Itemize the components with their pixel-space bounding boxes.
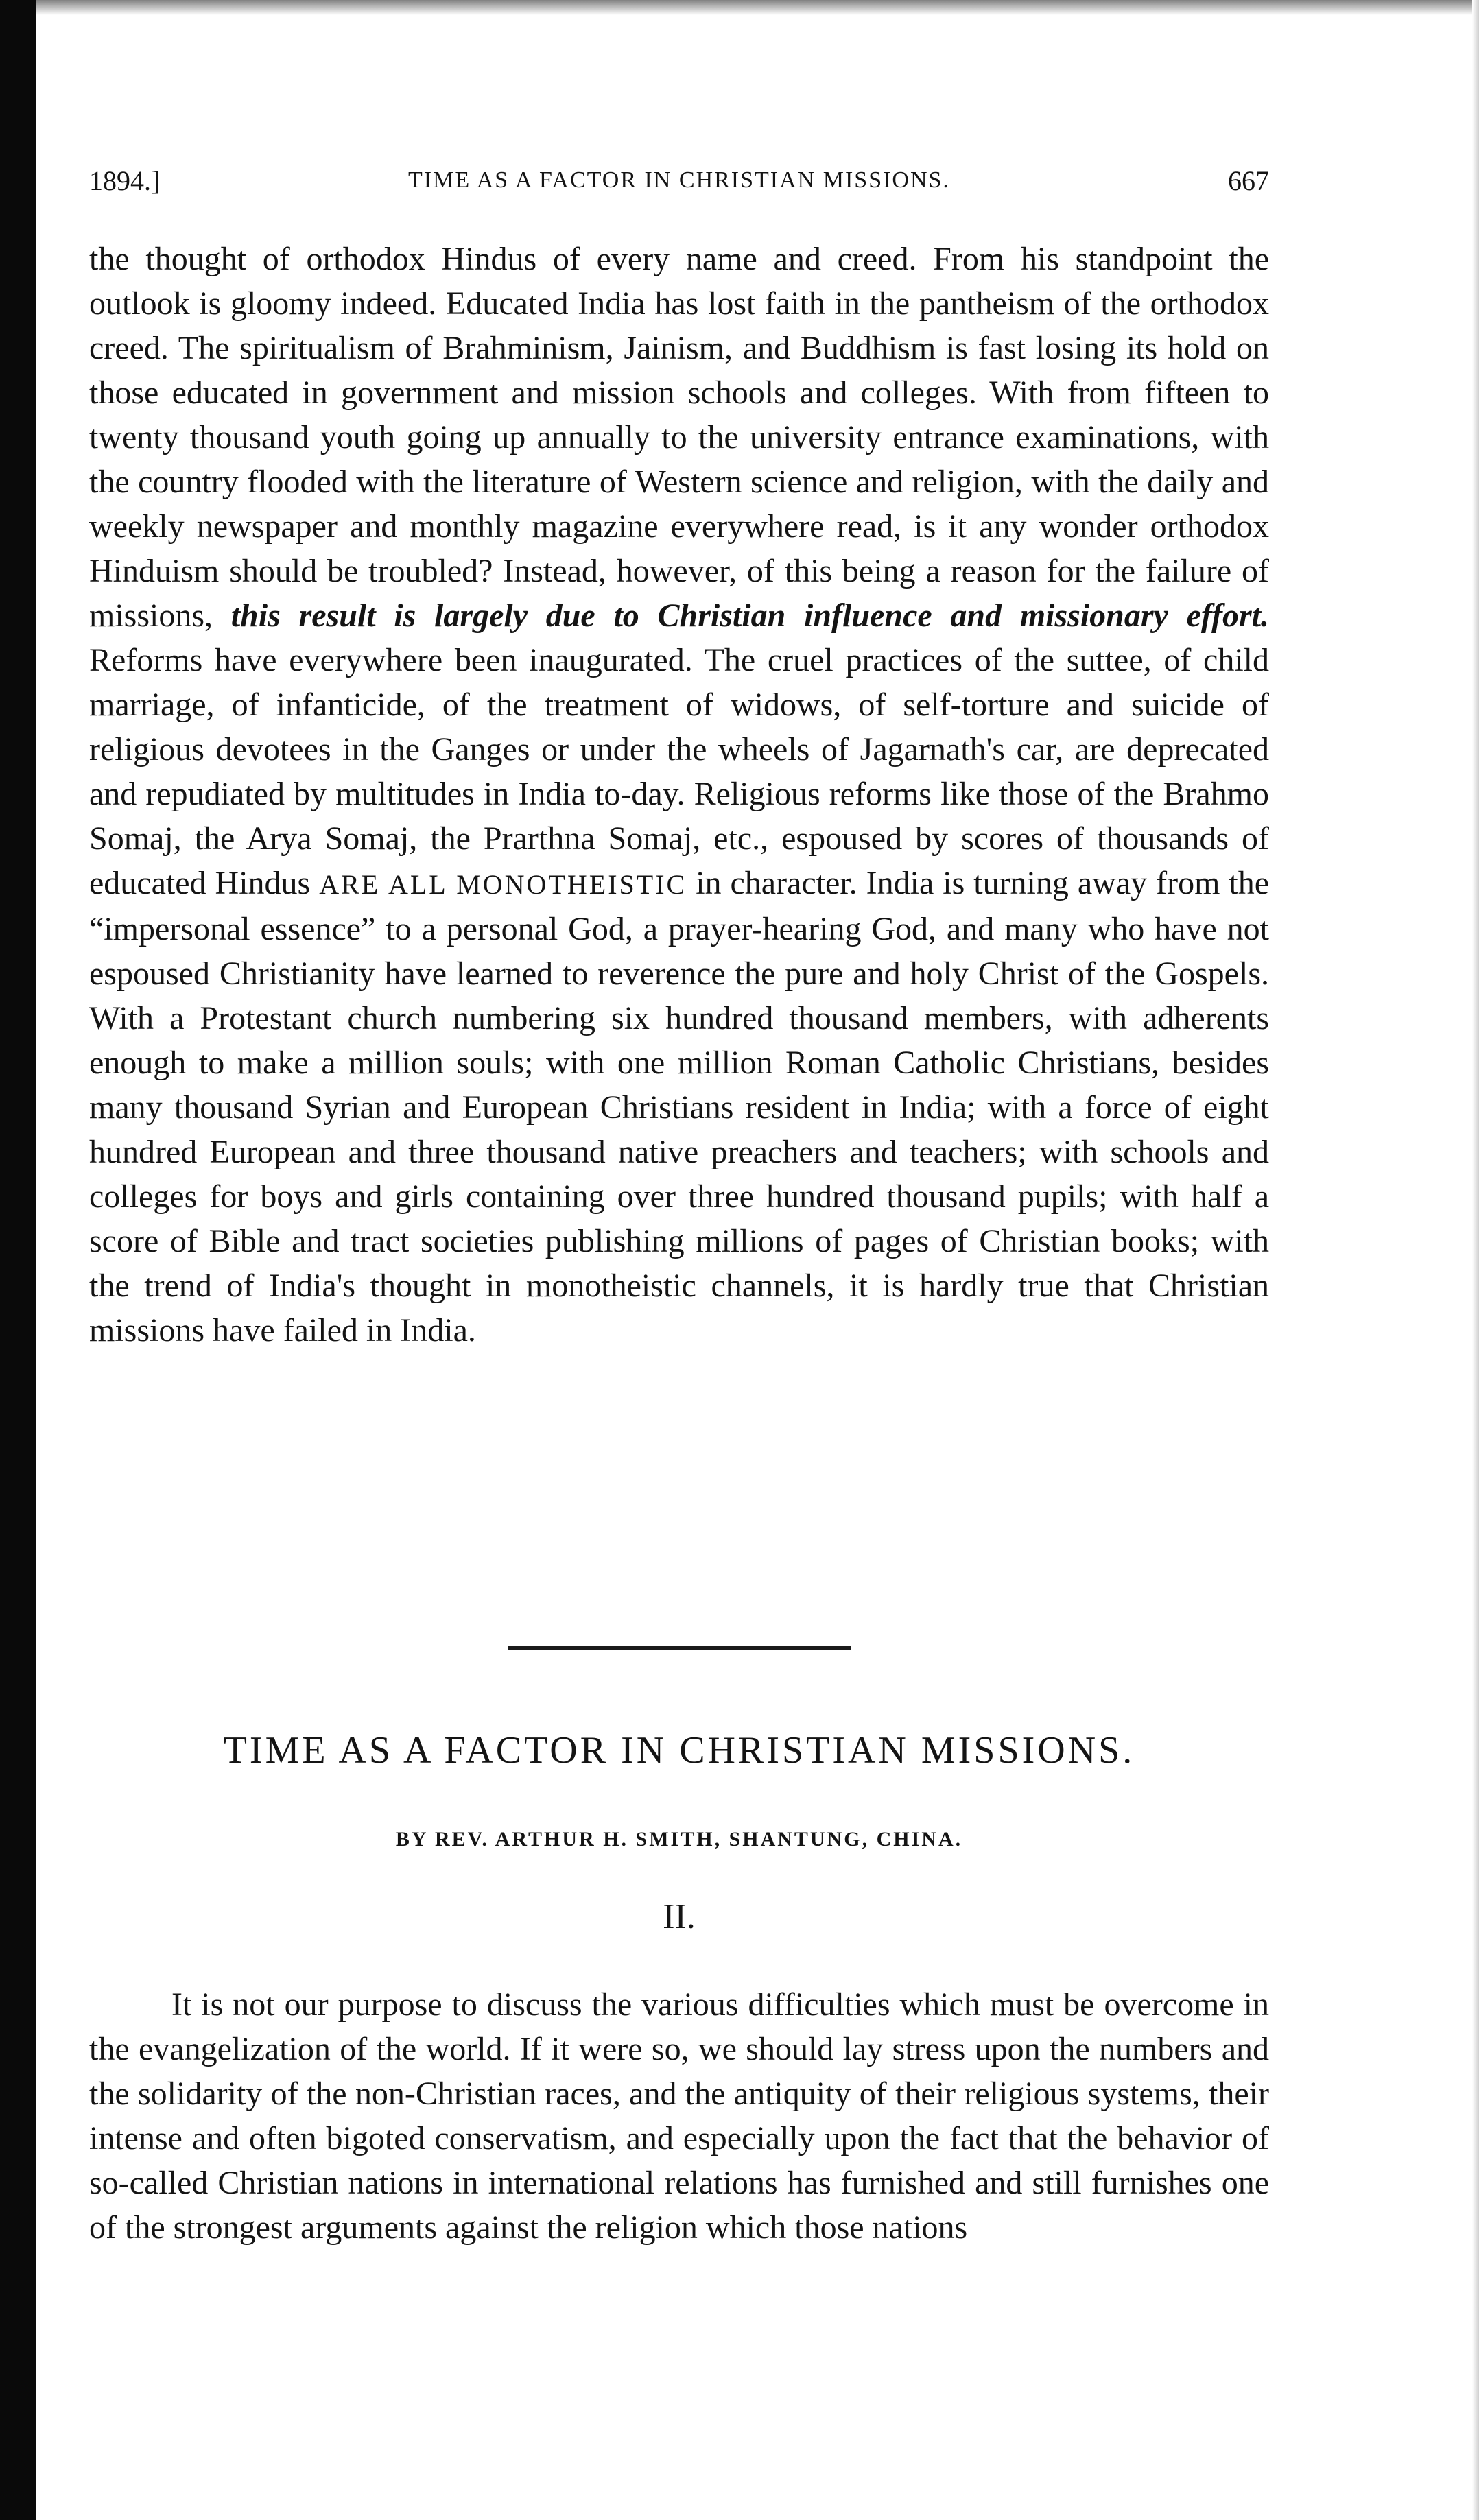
paragraph-text: in character. India is turning away from the “impersonal essence” to a personal God, a prayer-hearing God, and many who have not espoused Christianity have learned to reverence the pure and holy Christ of the Gospels. With a Protestant church numbering six hundred thousand members, with adherents enough to make a million souls; with one million Roman Catholic Christians, besides many thousand Syrian and European Christians resident in India; with a force of eight hundred European and three thousand native preachers and teachers; with schools and colleges for boys and girls containing over three hundred thousand pupils; with half a score of Bible and tract societies publishing millions of pages of Christian books; with the trend of India's thought in monotheistic channels, it is hardly true that Christian missions have failed in India. — [89, 865, 1270, 1348]
emphasized-text: this result is largely due to Christian influence and missionary effort. — [230, 597, 1270, 634]
running-head-title: TIME AS A FACTOR IN CHRISTIAN MISSIONS. — [408, 167, 950, 193]
scan-border-top — [36, 0, 1479, 15]
article-title: TIME AS A FACTOR IN CHRISTIAN MISSIONS. — [223, 1729, 1135, 1772]
scan-border-left — [0, 0, 36, 2520]
running-head-year: 1894.] — [89, 165, 161, 196]
article-byline: BY REV. ARTHUR H. SMITH, SHANTUNG, CHINA. — [395, 1828, 963, 1851]
page-number: 667 — [1228, 165, 1269, 196]
scan-border-right — [1472, 0, 1479, 2520]
smallcaps-text: ARE ALL MONOTHEISTIC — [319, 869, 687, 900]
running-head — [89, 165, 1269, 206]
article-opening-paragraph: It is not our purpose to discuss the various difficulties which must be overcome in the evangelization of the world. If it were so, we should lay stress upon the numbers and the solidarity of the non-Christian races, and the antiquity of their religious systems, their intense and often bigoted conservatism, and especially upon the fact that the behavior of so-called Christian nations in international relations has furnished and still furnishes one of the strongest arguments against the religion which those nations — [89, 1986, 1269, 2246]
paragraph-text: Reforms have everywhere been inaugurated. The cruel practices of the suttee, of child marriage, of infanticide, of the treatment of widows, of self-torture and suicide of religious devotees in the Ganges or under the wheels of Jagarnath's car, are deprecated and repudiated by multitudes in India to-day. Religious reforms like those of the Brahmo Somaj, the Arya Somaj, the Prarthna Somaj, etc., espoused by scores of thousands of educated Hindus — [89, 642, 1269, 901]
section-divider-rule — [508, 1646, 851, 1650]
body-paragraph-continued — [89, 237, 1269, 1353]
article-part-number: II. — [663, 1897, 696, 1936]
paragraph-text: the thought of orthodox Hindus of every name and creed. From his standpoint the outlook is gloomy indeed. Educated India has lost faith in the pantheism of the orthodox creed. The spiritualism of Brahminism, Jainism, and Buddhism is fast losing its hold on those educated in government and mission schools and colleges. With from fifteen to twenty thousand youth going up annually to the university entrance examinations, with the country flooded with the literature of Western science and religion, with the daily and weekly newspaper and monthly magazine everywhere read, is it any wonder orthodox Hinduism should be troubled? Instead, however, of this being a reason for the failure of missions, — [89, 241, 1269, 634]
